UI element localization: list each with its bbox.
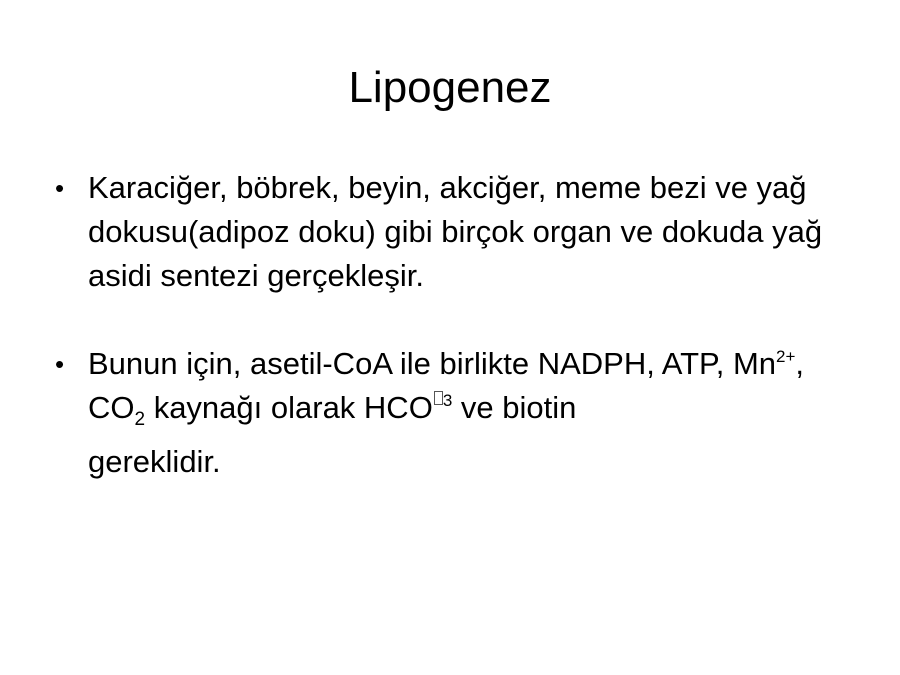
bullet-text-2-part-5: gereklidir.	[88, 444, 221, 479]
slide-title: Lipogenez	[348, 63, 552, 112]
bullet-item-1	[55, 166, 845, 298]
bullet-dot-icon: •	[55, 349, 65, 379]
co2-subscript: 2	[134, 409, 146, 430]
missing-glyph-icon	[434, 391, 443, 405]
bullet-dot-icon: •	[55, 173, 65, 203]
bullet-text-1: Karaciğer, böbrek, beyin, akciğer, meme bezi ve yağ dokusu(adipoz doku) gibi birçok organ ve dokuda yağ asidi sentezi gerçekleşir.	[88, 170, 823, 293]
bullet-text-2-part-3: kaynağı olarak HCO	[145, 390, 433, 425]
bicarbonate-superscript: 3	[442, 391, 453, 410]
bullet-text-2-part-2: , CO	[88, 346, 805, 425]
bullet-text-2-part-4: ve biotin	[452, 390, 577, 425]
bullet-item-2	[55, 342, 845, 484]
manganese-charge-superscript: 2+	[776, 347, 796, 366]
bullet-text-2-part-1: Bunun için, asetil-CoA ile birlikte NADPH, ATP, Mn	[88, 346, 777, 381]
bullet-list	[55, 166, 845, 484]
